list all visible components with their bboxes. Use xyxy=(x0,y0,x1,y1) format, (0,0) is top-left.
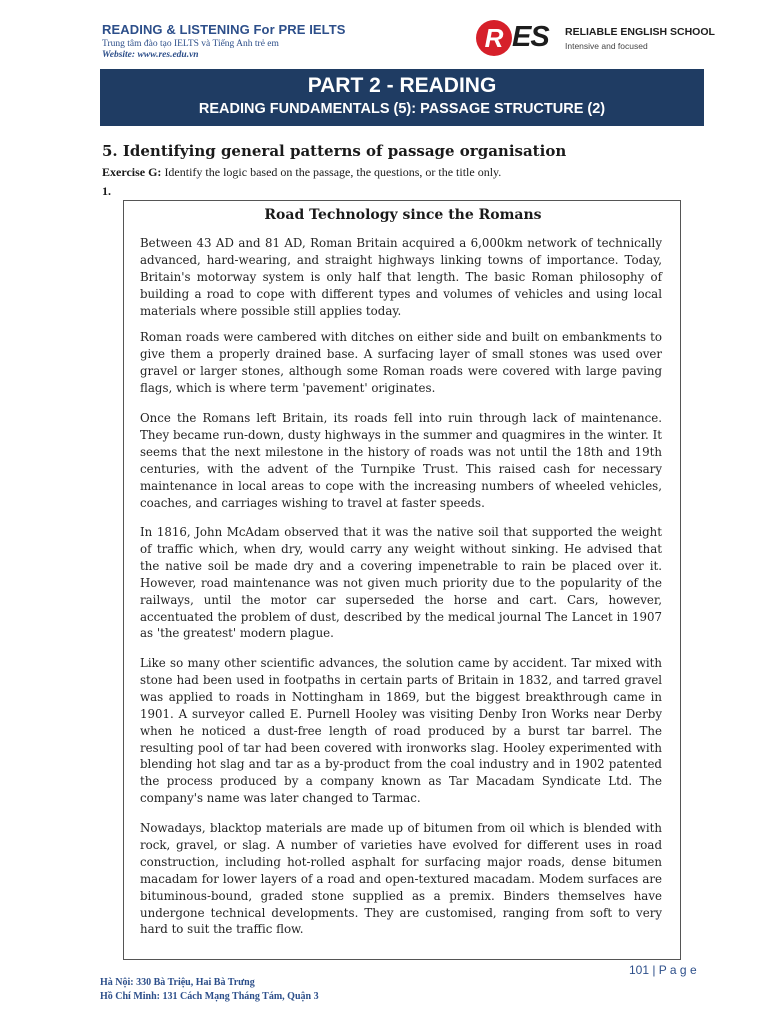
passage-paragraph: Roman roads were cambered with ditches on either side and built on embankments to give them a properly drained base. A surfacing layer of small stones was used over gravel or larger stones, although some Roman roads were covered with large paving flags, which is where term 'pavement' originates. xyxy=(140,330,662,395)
brand-website: Website: www.res.edu.vn xyxy=(102,50,199,60)
school-name: RELIABLE ENGLISH SCHOOL xyxy=(565,26,715,38)
passage-paragraph: Between 43 AD and 81 AD, Roman Britain acquired a 6,000km network of technically advanced, hard-wearing, and straight highways linking towns of importance. Today, Britain's motorway system is only half that length. The basic Roman philosophy of building a road to cope with different types and volumes of vehicles and using local materials where possible still applies today. xyxy=(140,236,662,318)
part-banner xyxy=(100,69,704,126)
logo-r-icon: R xyxy=(476,20,512,56)
section-heading: 5. Identifying general patterns of passage organisation xyxy=(102,142,567,160)
exercise-label: Exercise G: xyxy=(102,165,162,179)
passage-box xyxy=(123,200,681,960)
exercise-instruction xyxy=(102,165,501,180)
passage-paragraph: In 1816, John McAdam observed that it was the native soil that supported the weight of traffic which, when dry, would carry any weight without sinking. He advised that the native soil be made dry and a covering impenetrable to rain be placed over it. However, road maintenance was not given much priority due to the popularity of the railways, until the motor car superseded the horse and cart. Cars, however, accentuated the problem of dust, described by the medical journal The Lancet in 1907 as 'the greatest' modern plague. xyxy=(140,525,662,641)
question-number: 1. xyxy=(102,184,111,198)
page-footer xyxy=(100,976,319,1004)
page-number: 101 | P a g e xyxy=(629,963,697,977)
brand-title: READING & LISTENING For PRE IELTS xyxy=(102,22,346,37)
passage-title: Road Technology since the Romans xyxy=(264,207,542,223)
banner-subtitle: READING FUNDAMENTALS (5): PASSAGE STRUCTURE (2) xyxy=(198,101,606,117)
address-hcm: Hồ Chí Minh: 131 Cách Mạng Tháng Tám, Quận 3 xyxy=(100,991,319,1002)
brand-block xyxy=(102,22,346,60)
banner-title: PART 2 - READING xyxy=(307,74,497,97)
brand-subtitle: Trung tâm đào tạo IELTS và Tiếng Anh trẻ em xyxy=(102,39,279,49)
page-header xyxy=(0,0,768,68)
school-tagline: Intensive and focused xyxy=(565,41,648,51)
exercise-text: Identify the logic based on the passage, the questions, or the title only. xyxy=(161,165,502,179)
passage-paragraph: Once the Romans left Britain, its roads fell into ruin through lack of maintenance. They became run-down, dusty highways in the summer and quagmires in the winter. It seems that the next milestone in the history of roads was not until the 18th and 19th centuries, with the advent of the Turnpike Trust. This raised cash for necessary maintenance in local areas to cope with the increasing numbers of wheeled vehicles, coaches, and carriages wishing to travel at faster speeds. xyxy=(140,411,662,510)
passage-paragraph: Like so many other scientific advances, the solution came by accident. Tar mixed with stone had been used in footpaths in certain parts of Britain in 1832, and tarred gravel was applied to roads in Nottingham in 1869, but the biggest breakthrough came in 1901. A surveyor called E. Purnell Hooley was visiting Denby Iron Works near Derby when he noticed a dust-free length of road produced by a burst tar barrel. The resulting pool of tar had been covered with ironworks slag. Hooley experimented with blending hot slag and tar as a by-product from the coal industry and in 1902 patented the process produced by a company known as Tar Macadam Syndicate Ltd. The company's name was later changed to Tarmac. xyxy=(140,656,662,806)
passage-paragraph: Nowadays, blacktop materials are made up of bitumen from oil which is blended with rock, gravel, or slag. A number of varieties have evolved for different uses in road construction, including hot-rolled asphalt for surfacing major roads, dense bitumen macadam for lower layers of a road and open-textured macadam. Modem surfaces are bituminous-bound, graded stone supplied as a premix. Binders themselves have undergone technical developments. They are customised, ranging from soft to very hard to suit the traffic flow. xyxy=(140,821,662,937)
address-hanoi: Hà Nội: 330 Bà Triệu, Hai Bà Trưng xyxy=(100,977,255,988)
logo-es-text: ES xyxy=(512,21,549,53)
